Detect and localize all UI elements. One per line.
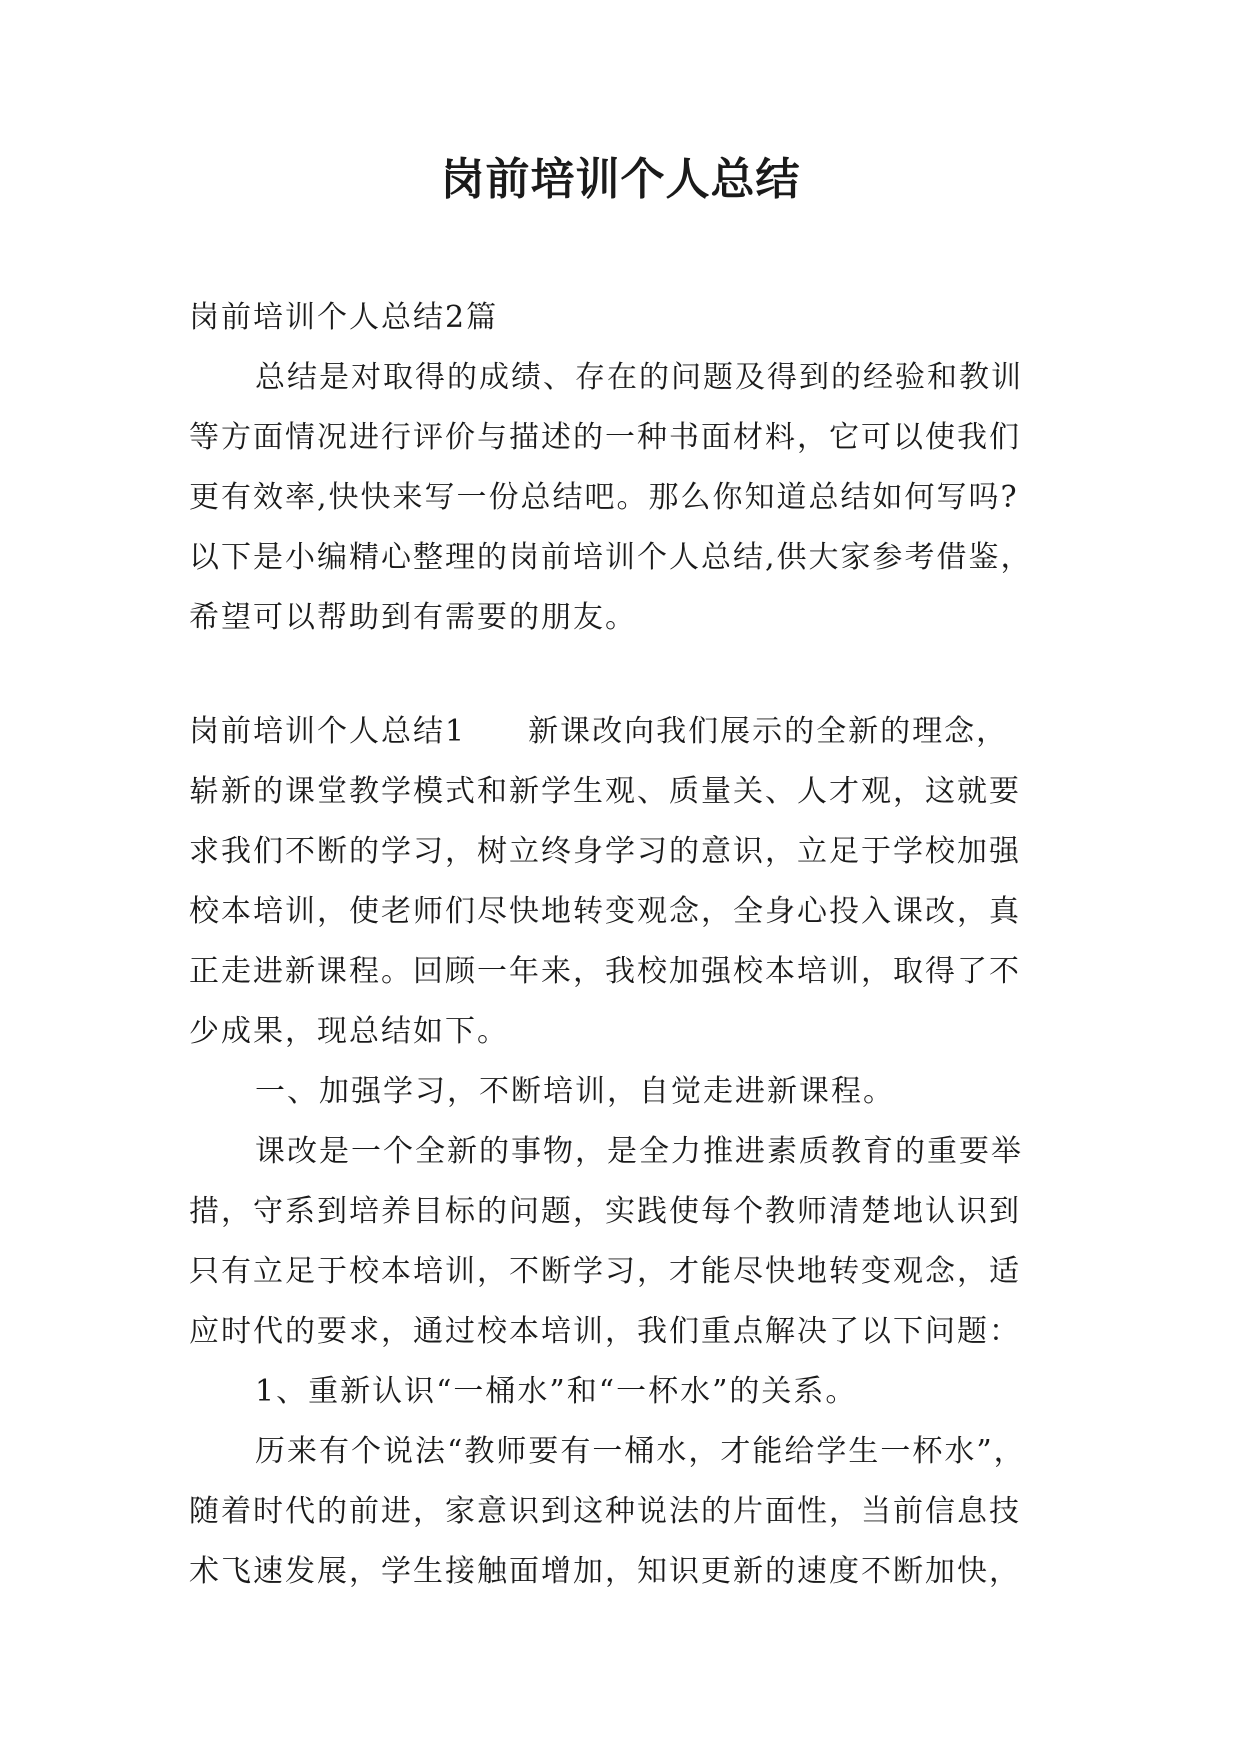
- section-1-heading: 岗前培训个人总结1: [189, 714, 467, 749]
- section-1-first-line: [189, 702, 1049, 762]
- paragraph-2-line: 措，守系到培养目标的问题，实践使每个教师清楚地认识到: [189, 1194, 1021, 1229]
- subpoint-1: 1、重新认识“一桶水”和“一杯水”的关系。: [255, 1374, 858, 1409]
- paragraph-gap: [189, 648, 1049, 702]
- section-1-line: 校本培训，使老师们尽快地转变观念，全身心投入课改，真: [189, 894, 1021, 929]
- paragraph-2-line: 应时代的要求，通过校本培训，我们重点解决了以下问题：: [189, 1314, 1021, 1349]
- document-subtitle: 岗前培训个人总结2篇: [189, 300, 499, 335]
- paragraph-2-line: 课改是一个全新的事物，是全力推进素质教育的重要举: [255, 1134, 1023, 1169]
- intro-line: 总结是对取得的成绩、存在的问题及得到的经验和教训: [255, 360, 1023, 395]
- intro-line: 等方面情况进行评价与描述的一种书面材料，它可以使我们: [189, 420, 1021, 455]
- point-1-heading: 一、加强学习，不断培训，自觉走进新课程。: [255, 1074, 895, 1109]
- intro-line: 更有效率,快快来写一份总结吧。那么你知道总结如何写吗?: [189, 480, 1019, 515]
- paragraph-3-line: 随着时代的前进，家意识到这种说法的片面性，当前信息技: [189, 1494, 1021, 1529]
- section-1-first-text: 新课改向我们展示的全新的理念，: [528, 714, 1009, 749]
- paragraph-3-line: 术飞速发展，学生接触面增加，知识更新的速度不断加快，: [189, 1554, 1021, 1589]
- paragraph-2-line: 只有立足于校本培训，不断学习，才能尽快地转变观念，适: [189, 1254, 1021, 1289]
- section-1-line: 少成果，现总结如下。: [189, 1014, 509, 1049]
- section-1-line: 正走进新课程。回顾一年来，我校加强校本培训，取得了不: [189, 954, 1021, 989]
- intro-line: 以下是小编精心整理的岗前培训个人总结,供大家参考借鉴，: [189, 540, 1033, 575]
- section-1-line: 崭新的课堂教学模式和新学生观、质量关、人才观，这就要: [189, 774, 1021, 809]
- paragraph-3-line: 历来有个说法“教师要有一桶水，才能给学生一杯水”，: [255, 1434, 1026, 1469]
- document-title: 岗前培训个人总结: [440, 154, 801, 205]
- intro-line: 希望可以帮助到有需要的朋友。: [189, 600, 637, 635]
- section-1-line: 求我们不断的学习，树立终身学习的意识，立足于学校加强: [189, 834, 1021, 869]
- document-body: [189, 288, 1049, 1602]
